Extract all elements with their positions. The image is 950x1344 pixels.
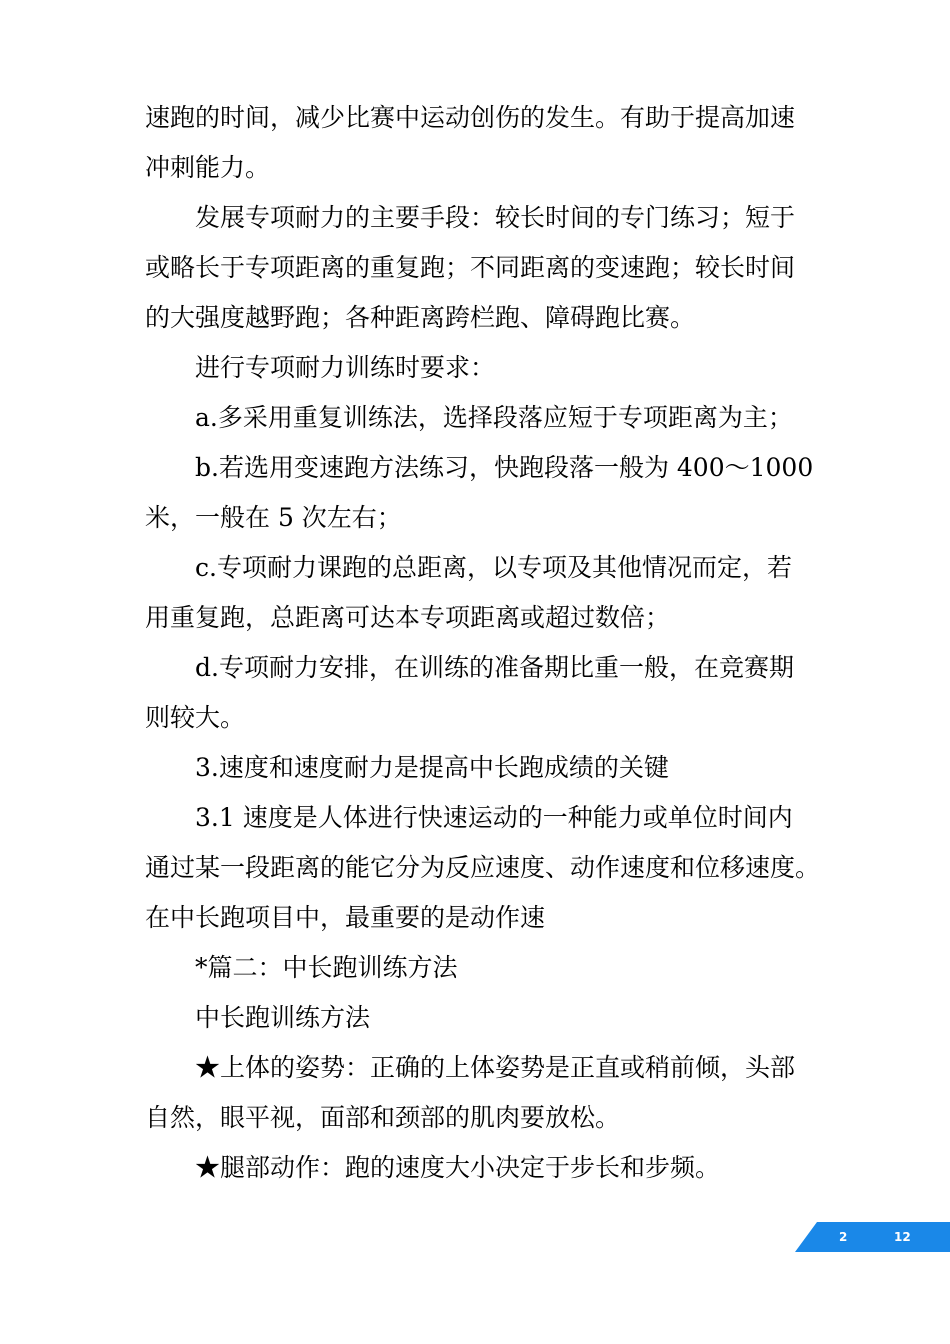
paragraph-line: 通过某一段距离的能它分为反应速度、动作速度和位移速度。 [145,853,821,882]
paragraph-line: 发展专项耐力的主要手段：较长时间的专门练习；短于 [195,203,796,232]
list-item-c: c.专项耐力课跑的总距离，以专项及其他情况而定，若 [195,553,792,582]
paragraph-line: 自然，眼平视，面部和颈部的肌肉要放松。 [145,1103,621,1132]
list-item-d: d.专项耐力安排，在训练的准备期比重一般，在竞赛期 [195,653,794,682]
page-badge-shape [795,1222,950,1252]
list-item-b: b.若选用变速跑方法练习，快跑段落一般为 400～1000 [195,453,814,482]
chapter-title: 中长跑训练方法 [195,1003,371,1032]
current-page-number: 2 [839,1230,848,1244]
paragraph-line: 米，一般在 5 次左右； [145,503,402,532]
paragraph-line: 在中长跑项目中，最重要的是动作速 [145,903,546,932]
list-item-a: a.多采用重复训练法，选择段落应短于专项距离为主； [195,403,793,432]
paragraph-line: 速跑的时间，减少比赛中运动创伤的发生。有助于提高加速 [145,103,796,132]
paragraph-line: 用重复跑，总距离可达本专项距离或超过数倍； [145,603,671,632]
paragraph-line: 冲刺能力。 [145,153,271,182]
paragraph-line: 或略长于专项距离的重复跑；不同距离的变速跑；较长时间 [145,253,796,282]
chapter-heading: *篇二：中长跑训练方法 [195,953,458,982]
total-pages-number: 12 [894,1230,911,1244]
page-number-badge [795,1222,950,1252]
section-heading: 3.速度和速度耐力是提高中长跑成绩的关键 [195,753,669,782]
paragraph-line: 3.1 速度是人体进行快速运动的一种能力或单位时间内 [195,803,793,832]
star-item-posture: ★上体的姿势：正确的上体姿势是正直或稍前倾，头部 [195,1053,796,1082]
star-item-legs: ★腿部动作：跑的速度大小决定于步长和步频。 [195,1153,721,1182]
paragraph-line: 则较大。 [145,703,246,732]
paragraph-line: 进行专项耐力训练时要求： [195,353,496,382]
paragraph-line: 的大强度越野跑；各种距离跨栏跑、障碍跑比赛。 [145,303,696,332]
